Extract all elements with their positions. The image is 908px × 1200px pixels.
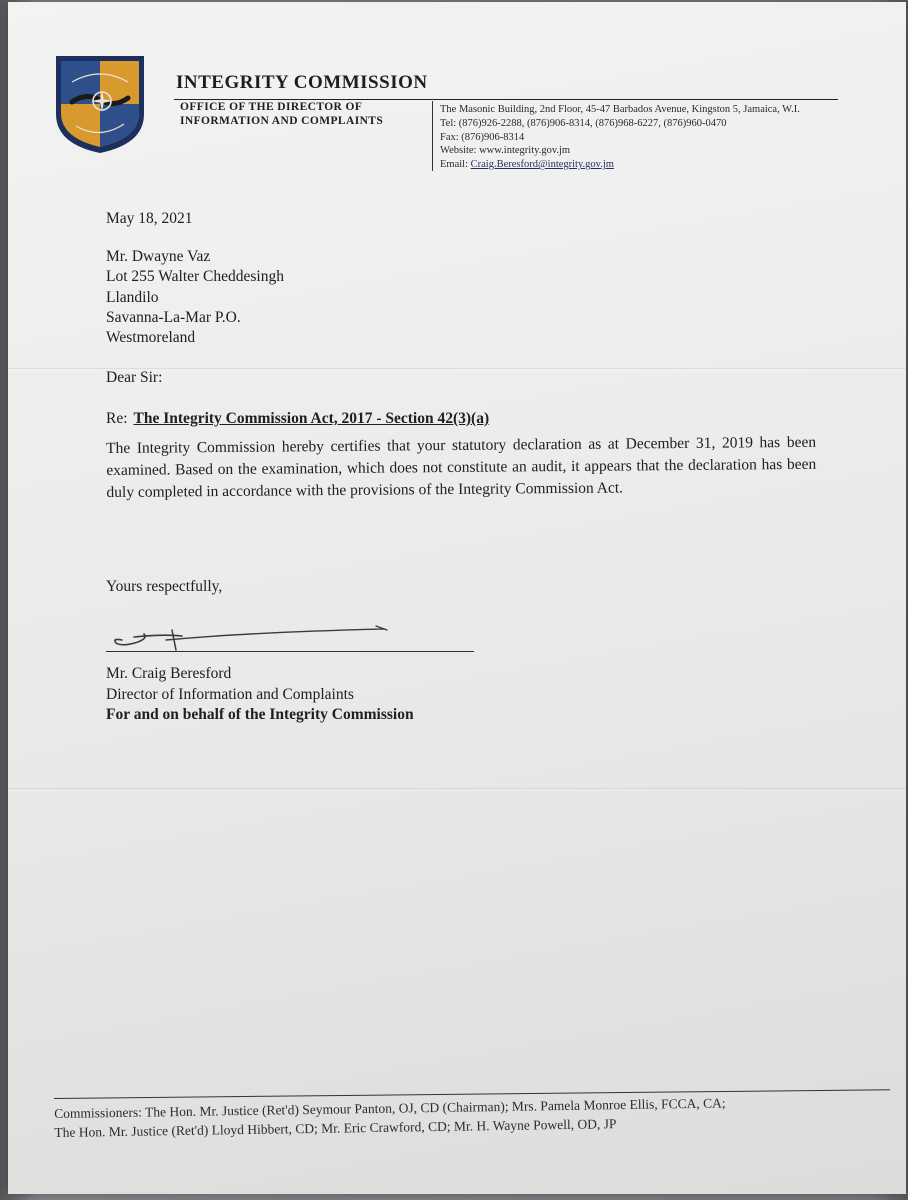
fax-number: Fax: (876)906-8314	[440, 131, 525, 143]
website: Website: www.integrity.gov.jm	[440, 145, 571, 157]
salutation: Dear Sir:	[106, 369, 163, 386]
office-title	[180, 100, 383, 128]
footer-line: Commissioners: The Hon. Mr. Justice (Ret'd) Seymour Panton, OJ, CD (Chairman); Mrs. Pamela Monroe Ellis, FCCA, CA;	[54, 1095, 726, 1121]
on-behalf-line: For and on behalf of the Integrity Commission	[106, 706, 414, 723]
recipient-name: Mr. Dwayne Vaz	[106, 248, 211, 265]
email-label: Email:	[440, 159, 471, 171]
signature-line	[106, 651, 474, 652]
closing: Yours respectfully,	[106, 578, 223, 595]
handwritten-signature	[104, 620, 404, 660]
re-prefix: Re:	[106, 410, 128, 427]
office-address: The Masonic Building, 2nd Floor, 45-47 Barbados Avenue, Kingston 5, Jamaica, W.I.	[440, 104, 800, 115]
address-line: Westmoreland	[106, 329, 196, 347]
recipient-address	[106, 247, 284, 348]
signatory-block	[106, 664, 414, 726]
address-line: Llandilo	[106, 288, 159, 306]
email-link[interactable]: Craig.Beresford@integrity.gov.jm	[470, 159, 614, 171]
signatory-title: Director of Information and Complaints	[106, 685, 354, 703]
email-line	[440, 158, 800, 172]
letter-page	[8, 2, 906, 1194]
telephone-numbers: Tel: (876)926-2288, (876)906-8314, (876)968-6227, (876)960-0470	[440, 117, 727, 129]
address-line: Lot 255 Walter Cheddesingh	[106, 268, 284, 286]
contact-block	[440, 103, 800, 172]
subject-line	[106, 410, 489, 428]
letter-body-paragraph: The Integrity Commission hereby certifies that your statutory declaration as at December 31, 2019 has been examined. Based on the examination, which does not constitute an audit, it appears that the declaration has been duly completed in accordance with the provisions of the Integrity Commission Act.	[106, 433, 817, 501]
letterhead-divider	[432, 101, 433, 171]
paper-fold	[8, 788, 906, 789]
office-title-line: OFFICE OF THE DIRECTOR OF	[180, 101, 363, 113]
integrity-commission-crest-logo	[52, 52, 148, 156]
office-title-line: INFORMATION AND COMPLAINTS	[180, 115, 384, 127]
subject-title: The Integrity Commission Act, 2017 - Section 42(3)(a)	[133, 410, 490, 427]
organization-name: INTEGRITY COMMISSION	[176, 72, 428, 93]
commissioners-footer	[54, 1091, 894, 1142]
letter-date: May 18, 2021	[106, 210, 193, 227]
address-line: Savanna-La-Mar P.O.	[106, 308, 241, 326]
signatory-name: Mr. Craig Beresford	[106, 665, 232, 682]
footer-line: The Hon. Mr. Justice (Ret'd) Lloyd Hibbert, CD; Mr. Eric Crawford, CD; Mr. H. Wayne Powell, OD, JP	[54, 1116, 617, 1140]
